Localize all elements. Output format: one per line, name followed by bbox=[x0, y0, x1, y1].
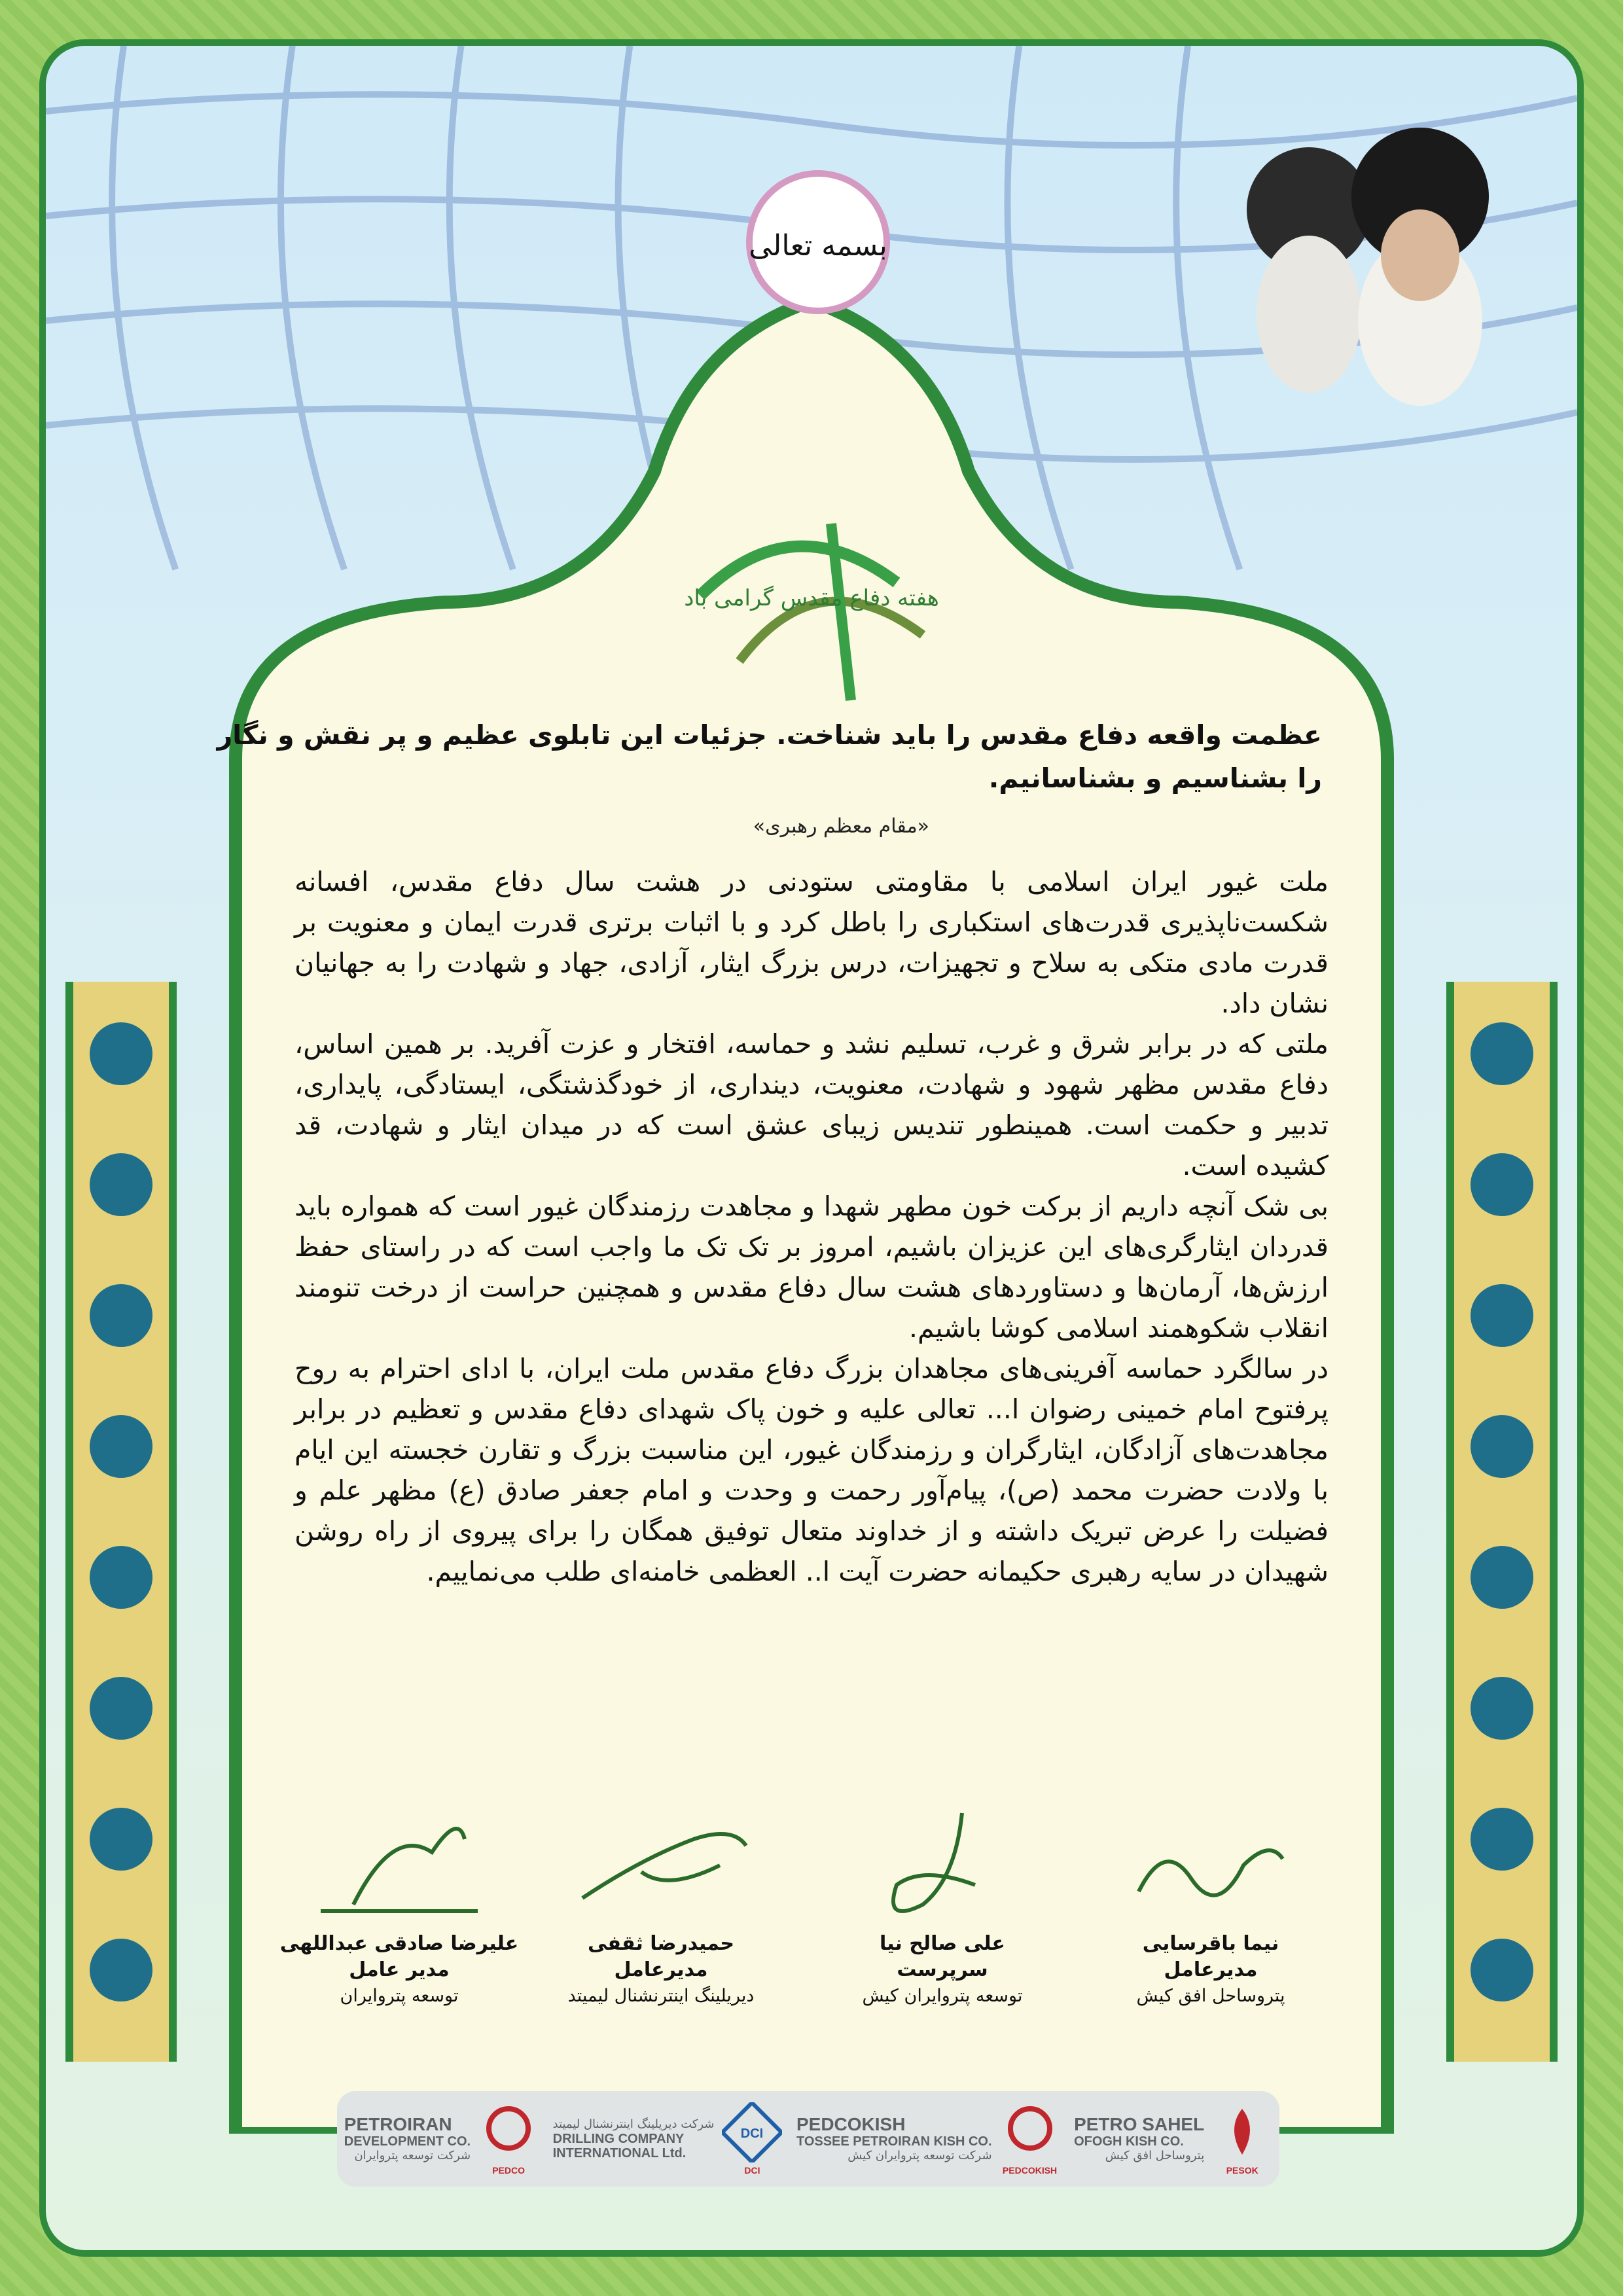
signatory-name: حمیدرضا ثقفی bbox=[587, 1932, 735, 1955]
quote-heading: عظمت واقعه دفاع مقدس را باید شناخت. جزئیات این تابلوی عظیم و پر نقش و نگار را بشناسیم و بشناسانیم. bbox=[217, 719, 1322, 794]
logo-pesok bbox=[1074, 2102, 1272, 2176]
logo-subtitle: DEVELOPMENT CO. bbox=[344, 2134, 471, 2149]
handwritten-signature bbox=[563, 1800, 759, 1931]
logo-dci bbox=[553, 2102, 783, 2176]
logo-abbr: PEDCO bbox=[492, 2165, 525, 2176]
logo-pedcokish bbox=[796, 2102, 1060, 2176]
signatory-title: مدیرعامل bbox=[614, 1958, 708, 1981]
handwritten-signature bbox=[301, 1800, 497, 1931]
left-ornament-strip bbox=[59, 982, 183, 2062]
logo-persian: پتروساحل افق کیش bbox=[1105, 2149, 1205, 2162]
logo-name: PETROIRAN bbox=[344, 2114, 452, 2134]
signature-block-3 bbox=[524, 1800, 798, 2009]
logo-name: PETRO SAHEL bbox=[1074, 2114, 1205, 2134]
leaders-portrait bbox=[1211, 105, 1512, 412]
dci-logo-icon bbox=[722, 2102, 782, 2162]
signatory-title: مدیر عامل bbox=[349, 1958, 450, 1981]
handwritten-signature bbox=[844, 1800, 1041, 1931]
svg-text:بسمه تعالی: بسمه تعالی bbox=[749, 229, 887, 262]
company-logos-bar bbox=[337, 2091, 1279, 2187]
emblem-text: هفته دفاع مقدس گرامی باد bbox=[684, 585, 939, 611]
quote-source: «مقام معظم رهبری» bbox=[753, 815, 929, 838]
logo-subtitle: INTERNATIONAL Ltd. bbox=[552, 2146, 687, 2161]
logo-name: PEDCOKISH bbox=[796, 2114, 906, 2134]
logo-subtitle: TOSSEE PETROIRAN KISH CO. bbox=[796, 2134, 992, 2149]
logo-pedco bbox=[344, 2102, 539, 2176]
signatory-title: مدیرعامل bbox=[1164, 1958, 1258, 1981]
body-paragraph: ملتی که در برابر شرق و غرب، تسلیم نشد و حماسه، افتخار و عزت آفرید. بر همین اساس، دفاع مقدس مظهر شهود و شهادت، معنویت، دینداری، از خودگذشتگی، ایستادگی، پایداری، تدبیر و حکمت است. همینطور تندیس زیبای عشق است که در میدان ایثار و شهادت، قد کشیده است. bbox=[294, 1028, 1329, 1181]
bismillah-seal bbox=[746, 157, 890, 327]
svg-text:DCI: DCI bbox=[741, 2126, 764, 2141]
logo-abbr: PESOK bbox=[1226, 2165, 1258, 2176]
signatory-org: توسعه پتروایران bbox=[340, 1986, 459, 2006]
logo-persian: شرکت توسعه پتروایران bbox=[354, 2149, 471, 2162]
message-body bbox=[294, 861, 1329, 1592]
pesok-logo-icon bbox=[1212, 2102, 1272, 2162]
signatory-org: توسعه پتروایران کیش bbox=[862, 1986, 1023, 2006]
logo-abbr: PEDCOKISH bbox=[1002, 2165, 1058, 2176]
logo-abbr: DCI bbox=[744, 2165, 760, 2176]
signatory-name: علی صالح نیا bbox=[880, 1932, 1005, 1955]
handwritten-signature bbox=[1113, 1800, 1309, 1931]
signatory-org: پتروساحل افق کیش bbox=[1136, 1986, 1285, 2006]
right-ornament-strip bbox=[1440, 982, 1564, 2062]
body-paragraph: بی شک آنچه داریم از برکت خون مطهر شهدا و مجاهدت رزمندگان غیور است که همواره باید قدردان ایثارگری‌های این عزیزان باشیم، امروز بر تک تک ما واجب است که در راستای حفظ ارزش‌ها، آرمان‌ها و دستاوردهای هشت سال دفاع مقدس و همچنین حراست از درخت تنومند انقلاب شکوهمند اسلامی کوشا باشیم. bbox=[294, 1191, 1329, 1344]
body-paragraph: در سالگرد حماسه آفرینی‌های مجاهدان بزرگ دفاع مقدس ملت ایران، با ادای احترام به روح پرفتوح امام خمینی رضوان ا... تعالی علیه و خون پاک شهدای دفاع مقدس و تعظیم در برابر مجاهدت‌های آزادگان، ایثارگران و رزمندگان غیور، این مناسبت بزرگ و تقارن خجسته این ایام با ولادت حضرت محمد (ص)، پیام‌آور رحمت و وحدت و امام جعفر صادق (ع) مظهر علم و فضیلت را عرض تبریک داشته و از خداوند متعال توفیق همگان را برای پیروی از راه روشن شهیدان در سایه رهبری حکیمانه حضرت آیت ا.. العظمی خامنه‌ای طلب می‌نماییم. bbox=[294, 1353, 1329, 1587]
logo-persian: شرکت توسعه پتروایران کیش bbox=[847, 2149, 992, 2162]
signature-block-1 bbox=[1073, 1800, 1348, 2009]
signatory-org: دیریلینگ اینترنشنال لیمیتد bbox=[567, 1986, 755, 2006]
logo-persian: شرکت دیریلینگ اینترنشنال لیمیتد bbox=[552, 2117, 715, 2131]
signatory-name: علیرضا صادقی عبداللهی bbox=[279, 1932, 519, 1955]
signature-block-2 bbox=[805, 1800, 1080, 2009]
logo-name: DRILLING COMPANY bbox=[552, 2132, 685, 2146]
body-paragraph: ملت غیور ایران اسلامی با مقاومتی ستودنی در هشت سال دفاع مقدس، افسانه شکست‌ناپذیری قدرت‌های استکباری را باطل کرد و با اثبات برتری قدرت ایمان و معنویت بر قدرت مادی متکی به سلاح و تجهیزات، درس بزرگ ایثار، آزادی، جهاد و شهادت را به جهانیان نشان داد. bbox=[294, 866, 1329, 1019]
sacred-defense-emblem bbox=[661, 465, 962, 713]
logo-subtitle: OFOGH KISH CO. bbox=[1074, 2134, 1184, 2149]
signatory-title: سرپرست bbox=[897, 1958, 988, 1981]
signatory-name: نیما باقرسایی bbox=[1142, 1932, 1279, 1955]
pedco-logo-icon bbox=[478, 2102, 539, 2162]
signature-block-4 bbox=[262, 1800, 537, 2009]
pedcokish-logo-icon bbox=[1000, 2102, 1060, 2162]
